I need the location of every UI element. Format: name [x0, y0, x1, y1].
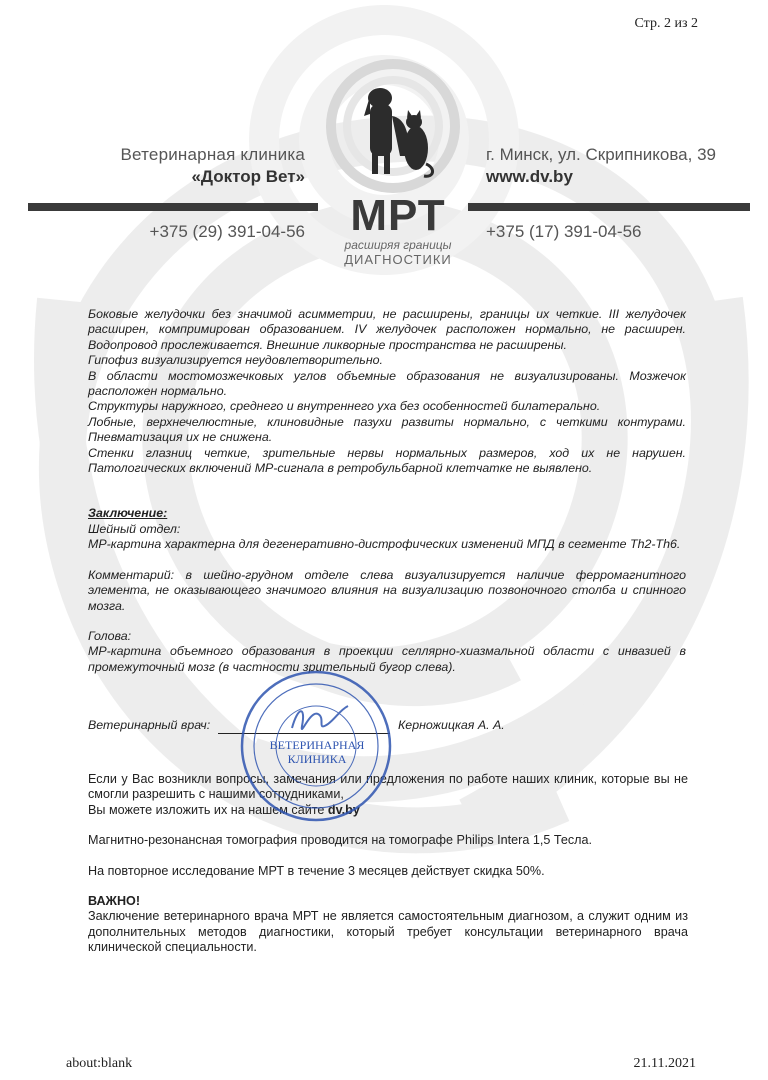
head-text: МР-картина объемного образования в проекции селлярно-хиазмальной области с инвазией в промежуточный мозг (в частности зрительный бугор слева). — [88, 644, 686, 674]
report-body — [88, 307, 686, 675]
finding-paragraph: В области мостомозжечковых углов объемные образования не визуализированы. Мозжечок расположен нормально. — [88, 368, 686, 399]
phone-left: +375 (29) 391-04-56 — [149, 222, 305, 241]
dog-icon — [364, 88, 408, 174]
logo-subtitle-1: расширяя границы — [344, 238, 452, 252]
tomograph-text: Магнитно-резонансная томография проводится на томографе Philips Intera 1,5 Тесла. — [88, 833, 592, 848]
stamp-line-2: КЛИНИКА — [287, 752, 347, 766]
stamp-text — [262, 738, 372, 766]
doctor-label: Ветеринарный врач: — [88, 718, 211, 732]
important-title: ВАЖНО! — [88, 894, 141, 909]
logo-title: МРТ — [350, 191, 446, 240]
finding-paragraph: Гипофиз визуализируется неудовлетворительно. — [88, 353, 383, 368]
doctor-name: Керножицкая А. А. — [398, 718, 505, 732]
clinic-brand: «Доктор Вет» — [191, 167, 305, 186]
finding-paragraph: Структуры наружного, среднего и внутреннего уха без особенностей билатерально. — [88, 399, 601, 414]
page-number: Стр. 2 из 2 — [634, 16, 698, 31]
footer-url: about:blank — [66, 1056, 133, 1071]
finding-paragraph: Боковые желудочки без значимой асимметрии, не расширены, границы их четкие. III желудочек расширен, компримирован образованием. IV желудочек расположен нормально, не расширен. Водопровод прослеживается. Внешние ликворные пространства не расширены. — [88, 307, 686, 352]
footer-date: 21.11.2021 — [633, 1056, 696, 1071]
cervical-text: МР-картина характерна для дегенеративно-дистрофических изменений МПД в сегменте Th2-Th6. — [88, 537, 681, 552]
head-label: Голова: — [88, 628, 132, 643]
clinic-address: г. Минск, ул. Скрипникова, 39 — [486, 145, 716, 164]
header-bar-left — [28, 203, 318, 211]
finding-paragraph: Лобные, верхнечелюстные, клиновидные пазухи развиты нормально, с четкими контурами. Пневматизация их не снижена. — [88, 414, 686, 445]
clinic-website: www.dv.by — [486, 167, 573, 186]
site-link[interactable]: dv.by — [327, 802, 360, 817]
questions-text: Если у Вас возникли вопросы, замечания или предложения по работе наших клиник, которые вы не смогли разрешить с нашими сотрудниками, — [88, 772, 688, 802]
comment-text: Комментарий: в шейно-грудном отделе слева визуализируется наличие ферромагнитного элемента, не оказывающего значимого влияния на визуализацию позвоночного столба и спинного мозга. — [88, 567, 686, 613]
phone-right: +375 (17) 391-04-56 — [486, 222, 642, 241]
cervical-label: Шейный отдел: — [88, 521, 181, 536]
questions-prefix: Вы можете изложить их на нашем сайте — [88, 802, 328, 817]
clinic-name: Ветеринарная клиника — [120, 145, 305, 164]
logo-subtitle-2: ДИАГНОСТИКИ — [344, 252, 452, 267]
finding-paragraph: Стенки глазниц четкие, зрительные нервы нормальных размеров, ход их не нарушен. Патологических включений МР-сигнала в ретробульбарной клетчатке не выявлено. — [88, 445, 686, 476]
conclusion-title: Заключение: — [88, 506, 168, 521]
stamp-line-1: ВЕТЕРИНАРНАЯ — [269, 738, 365, 752]
discount-text: На повторное исследование МРТ в течение 3 месяцев действует скидка 50%. — [88, 863, 545, 878]
header-bar-right — [468, 203, 750, 211]
important-text: Заключение ветеринарного врача МРТ не является самостоятельным диагнозом, а служит одним из дополнительных методов диагностики, который требует консультации ветеринарного врача клинической специальности. — [88, 909, 688, 955]
